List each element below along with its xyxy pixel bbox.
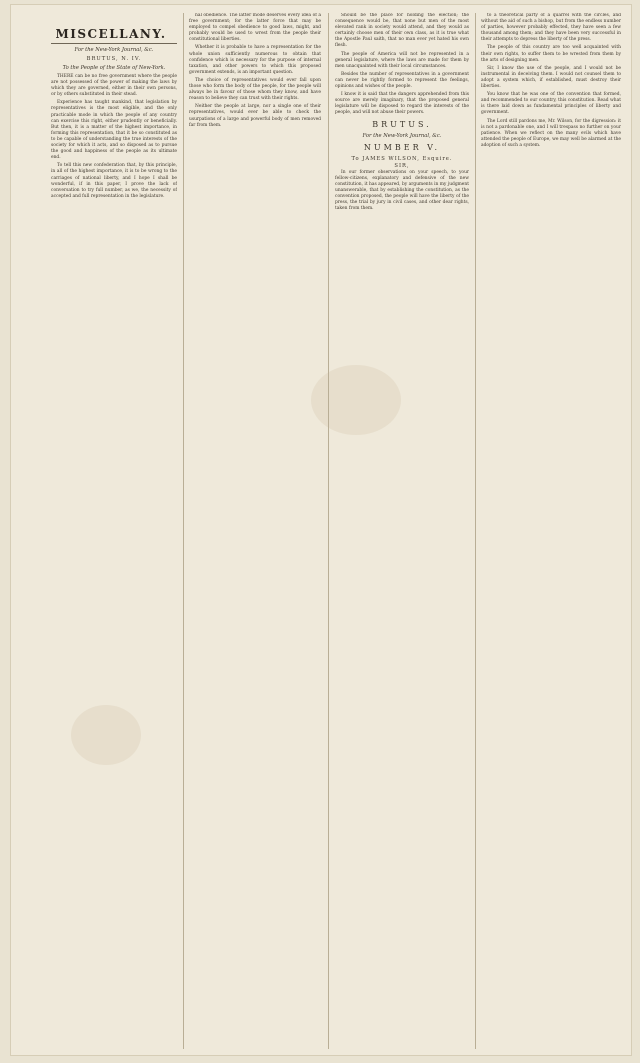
article-title: NUMBER V. xyxy=(363,142,441,152)
article-heading-italic: For the New-York Journal, &c. xyxy=(74,47,154,53)
article-subheading: To JAMES WILSON, Esquire. xyxy=(351,155,453,162)
column-1 xyxy=(51,45,177,1043)
article-title: BRUTUS, N. IV. xyxy=(86,56,142,62)
salutation: SIR, xyxy=(394,162,410,169)
paragraph: The people of this country are too well acquainted with their own rights, to suffer them to be wrested from them by the arts of designing men. xyxy=(481,45,621,63)
column-4 xyxy=(481,13,621,1043)
paragraph: In our former observations on your speech, to your fellow-citizens, explanatory and defensive of the new constitution, it has appeared, by arguments in my judgment unanswerable, that by establishing the constitution, as the convention proposed, the people will have the liberty of the press, the trial by jury in civil cases, and other dear rights, taken from them. xyxy=(335,169,469,212)
column-divider xyxy=(183,13,184,1049)
article-heading-italic: For the New-York Journal, &c. xyxy=(362,132,442,139)
column-divider xyxy=(475,13,476,1049)
paragraph: Whether it is probable to have a representation for the whole union sufficiently numerous to obtain that confidence which is necessary for the purpose of internal taxation, and other powers to which this proposed government extends, is an important question. xyxy=(189,45,321,75)
paragraph: Should be the place for holding the election; the consequence would be, that none but men of the most elevated rank in society would attend, and they would as certainly choose men of their own class, as it is true what the Apostle Paul saith, that no man ever yet hated his own flesh. xyxy=(335,13,469,49)
paragraph: Sir, I know the use of the people, and I would not be instrumental in deceiving them. I would not counsel them to adopt a system which, if established, must destroy their liberties. xyxy=(481,65,621,90)
paragraph: nal obedience. The latter mode deserves every idea of a free government; for the latter force that may be employed to compel obedience to good laws, might, and probably would be used to wrest from the people their constitutional liberties. xyxy=(189,13,321,43)
column-divider xyxy=(328,13,329,1049)
masthead: MISCELLANY. xyxy=(55,27,167,41)
newspaper-page xyxy=(10,4,632,1056)
paragraph: To tell this new confederation that, by this principle, in all of the highest importance, it is to be wrong to the carriages of national liberty, and I hope I shall be wonderful, if in this paper, I prove the lack of conversation to try full number, as we, the necessity of accepted and full representation in the legislature. xyxy=(51,163,177,199)
paragraph: You know that he was one of the convention that formed, and recommended to our country, this constitution. Read what is there laid down as fundamental principles of liberty and government. xyxy=(481,92,621,116)
column-2 xyxy=(189,13,321,1043)
paragraph: The choice of representatives would ever fall upon those who form the body of the people, for the people will always be in favour of those whom they know, and have reason to believe they can trust with their rights. xyxy=(189,77,321,102)
paragraph: Besides the number of representatives in a government can never be rightly formed to represent the feelings, opinions and wishes of the people. xyxy=(335,71,469,90)
masthead-rule xyxy=(51,43,177,44)
paragraph: THERE can be no free government where the people are not possessed of the power of making the laws by which they are governed, either in their own persons, or by others substituted in their stead. xyxy=(51,74,177,98)
article-subheading: To the People of the State of New-York. xyxy=(62,65,166,71)
paragraph: Experience has taught mankind, that legislation by representatives is the most eligible, and the only practicable mode in which the people of any country can exercise this right, either prudently or beneficially. But then, it is a matter of the highest importance, in forming this representation, that it be so constituted as to be capable of understanding the true interests of the society for which it acts, and so disposed as to pursue the good and happiness of the people as its ultimate end. xyxy=(51,100,177,161)
column-3 xyxy=(335,13,469,1043)
paragraph: to a theoretical party of a quarrel with the circles, and without the aid of such a bishop, but from the endless number of parties, however probably effected, they have seen a few thousand among them; and they have been very successful in their attempts to depress the liberty of the press. xyxy=(481,13,621,43)
paragraph: The Lord still pardons me, Mr. Wilson, for the digression: it is not a pardonable one, and I will trespass no further on your patience. When we reflect on the many evils which have attended the people of Europe, we may well be alarmed at the adoption of such a system. xyxy=(481,118,621,148)
paragraph: I know it is said that the dangers apprehended from this source are merely imaginary, that the proposed general legislature will be disposed to regard the interests of the people, and will not abuse their powers. xyxy=(335,92,469,116)
article-signature: BRUTUS. xyxy=(372,119,432,129)
paragraph: The people of America will not be represented in a general legislature, where the laws are made for them by men unacquainted with their local circumstances. xyxy=(335,51,469,69)
paragraph: Neither the people at large, nor a single one of their representatives, would ever be able to check the usurpations of a large and powerful body of men removed far from them. xyxy=(189,104,321,128)
